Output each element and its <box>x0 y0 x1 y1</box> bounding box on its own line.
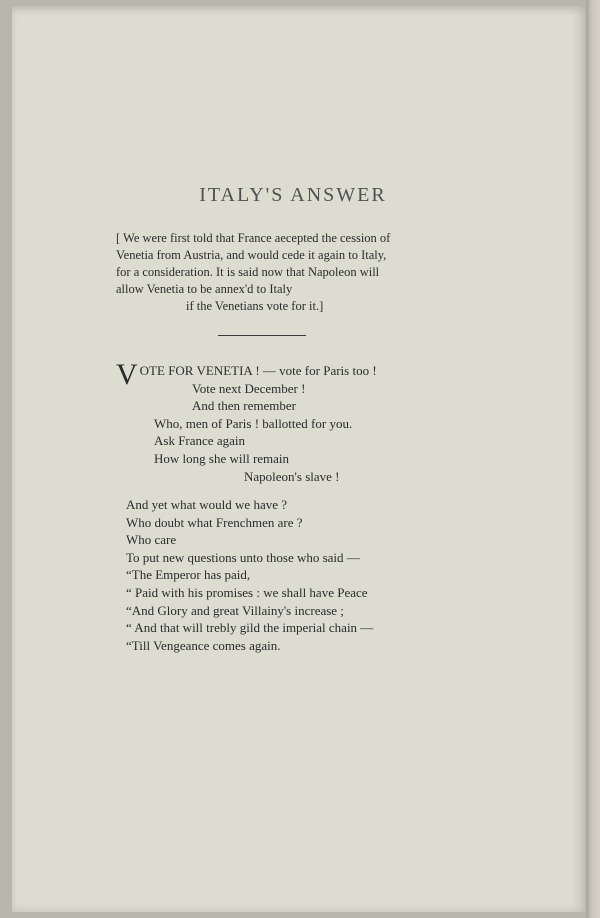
poem-line: Napoleon's slave ! <box>244 468 340 484</box>
note-line: if the Venetians vote for it.] <box>186 299 324 313</box>
poem-line: To put new questions unto those who said — <box>126 549 360 565</box>
divider-rule <box>218 335 306 336</box>
book-page <box>12 6 586 912</box>
poem-line: “Till Vengeance comes again. <box>126 637 281 653</box>
poem-line: And yet what would we have ? <box>126 497 288 512</box>
poem-line: Who care <box>126 532 177 548</box>
note-line: allow Venetia to be annex'd to Italy <box>116 282 293 296</box>
stanza-one <box>116 360 377 485</box>
page-edge <box>586 0 600 918</box>
poem-line: “The Emperor has paid, <box>126 567 251 583</box>
poem-line: How long she will remain <box>154 450 290 466</box>
drop-cap: V <box>116 358 138 391</box>
poem-line-text: OTE FOR VENETIA ! — vote for Paris too ! <box>139 363 377 378</box>
note-line: [ We were first told that France aecepted the cession of <box>116 231 391 245</box>
prefatory-note <box>116 230 446 315</box>
poem-line: Who doubt what Frenchmen are ? <box>126 514 303 530</box>
poem-line: Ask France again <box>154 433 245 449</box>
stanza-two <box>116 496 373 654</box>
poem-line: “ And that will trebly gild the imperial chain — <box>126 620 374 636</box>
note-line: for a consideration. It is said now that Napoleon will <box>116 265 380 279</box>
poem-line: Vote next December ! <box>192 380 306 396</box>
poem-line: “And Glory and great Villainy's increase ; <box>126 602 344 618</box>
poem-line: Who, men of Paris ! ballotted for you. <box>154 415 353 431</box>
poem-line: “ Paid with his promises : we shall have Peace <box>126 584 368 600</box>
poem-line: And then remember <box>192 398 296 414</box>
note-line: Venetia from Austria, and would cede it again to Italy, <box>116 248 387 262</box>
page-title: ITALY'S ANSWER <box>199 184 387 207</box>
